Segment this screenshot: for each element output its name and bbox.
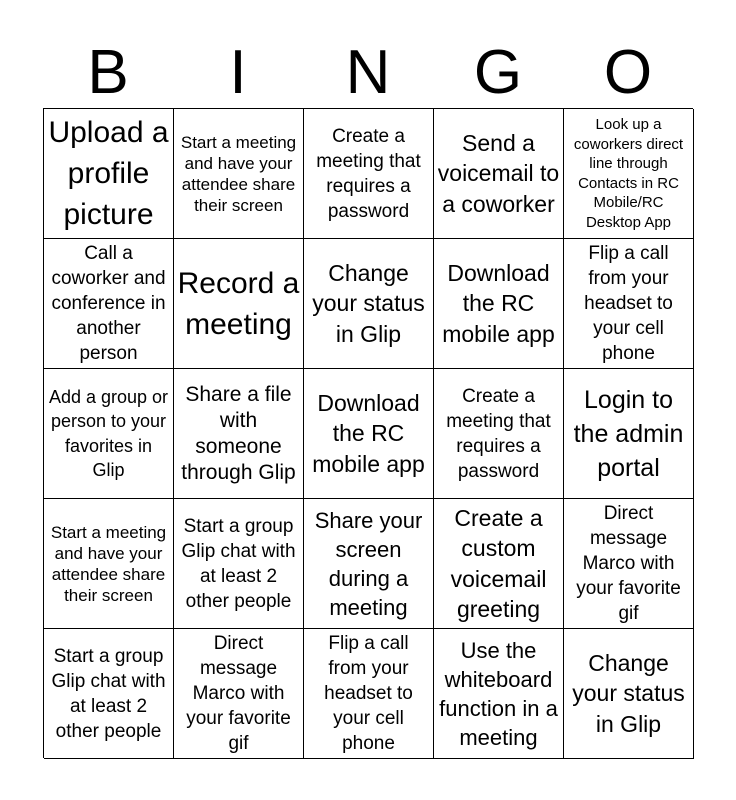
cell-text: Direct message Marco with your favorite gif	[186, 633, 291, 754]
bingo-cell-r4c3	[304, 499, 434, 629]
bingo-cell-r2c1	[44, 239, 174, 369]
cell-text: Download the RC mobile app	[312, 389, 425, 477]
cell-text: Use the whiteboard function in a meeting	[439, 637, 558, 750]
cell-text: Start a meeting and have your attendee share their screen	[50, 522, 167, 605]
bingo-cell-r5c5	[564, 629, 694, 759]
header-letter-g: G	[473, 38, 523, 107]
header-letter-b: B	[87, 38, 129, 107]
cell-text: Call a coworker and conference in another person	[51, 243, 166, 364]
cell-text: Direct message Marco with your favorite gif	[576, 503, 681, 624]
cell-text: Send a voicemail to a coworker	[437, 129, 560, 217]
cell-text: Change your status in Glip	[312, 259, 425, 347]
bingo-cell-r4c5	[564, 499, 694, 629]
cell-text: Start a group Glip chat with at least 2 other people	[51, 645, 166, 742]
bingo-cell-r3c5	[564, 369, 694, 499]
bingo-cell-r2c3	[304, 239, 434, 369]
bingo-cell-r2c2	[174, 239, 304, 369]
cell-text: Share a file with someone through Glip	[181, 382, 296, 484]
bingo-cell-r4c4	[434, 499, 564, 629]
bingo-cell-r3c4	[434, 369, 564, 499]
bingo-cell-r1c4	[434, 109, 564, 239]
header-letter-n: N	[345, 38, 391, 107]
header-letter-o: O	[603, 38, 653, 107]
bingo-cell-r5c2	[174, 629, 304, 759]
bingo-cell-r4c2	[174, 499, 304, 629]
cell-text: Add a group or person to your favorites in Glip	[48, 386, 169, 480]
cell-text: Look up a coworkers direct line through Contacts in RC Mobile/RC Desktop App	[573, 116, 684, 231]
bingo-cell-r1c5	[564, 109, 694, 239]
bingo-cell-r3c2	[174, 369, 304, 499]
bingo-cell-r1c1	[44, 109, 174, 239]
cell-text: Flip a call from your headset to your cell phone	[324, 633, 413, 754]
bingo-header	[43, 40, 693, 106]
cell-text: Start a meeting and have your attendee share their screen	[180, 132, 297, 215]
cell-text: Start a group Glip chat with at least 2 other people	[181, 515, 296, 612]
cell-text: Record a meeting	[177, 266, 300, 341]
cell-text: Create a meeting that requires a password	[316, 125, 421, 222]
cell-text: Download the RC mobile app	[442, 259, 555, 347]
cell-text: Create a meeting that requires a password	[446, 385, 551, 482]
bingo-cell-r1c2	[174, 109, 304, 239]
cell-text: Upload a profile picture	[48, 116, 169, 231]
bingo-cell-r4c1	[44, 499, 174, 629]
bingo-cell-r5c3	[304, 629, 434, 759]
bingo-cell-r2c5	[564, 239, 694, 369]
bingo-cell-r5c1	[44, 629, 174, 759]
bingo-cell-r2c4	[434, 239, 564, 369]
cell-text: Login to the admin portal	[573, 385, 684, 482]
cell-text: Create a custom voicemail greeting	[450, 504, 547, 622]
header-letter-i: I	[229, 38, 247, 107]
bingo-cell-r3c3	[304, 369, 434, 499]
bingo-cell-r1c3	[304, 109, 434, 239]
bingo-cell-r5c4	[434, 629, 564, 759]
cell-text: Flip a call from your headset to your cell phone	[584, 243, 673, 364]
cell-text: Change your status in Glip	[572, 649, 685, 737]
cell-text: Share your screen during a meeting	[314, 507, 423, 620]
bingo-grid	[43, 108, 693, 758]
bingo-cell-r3c1	[44, 369, 174, 499]
